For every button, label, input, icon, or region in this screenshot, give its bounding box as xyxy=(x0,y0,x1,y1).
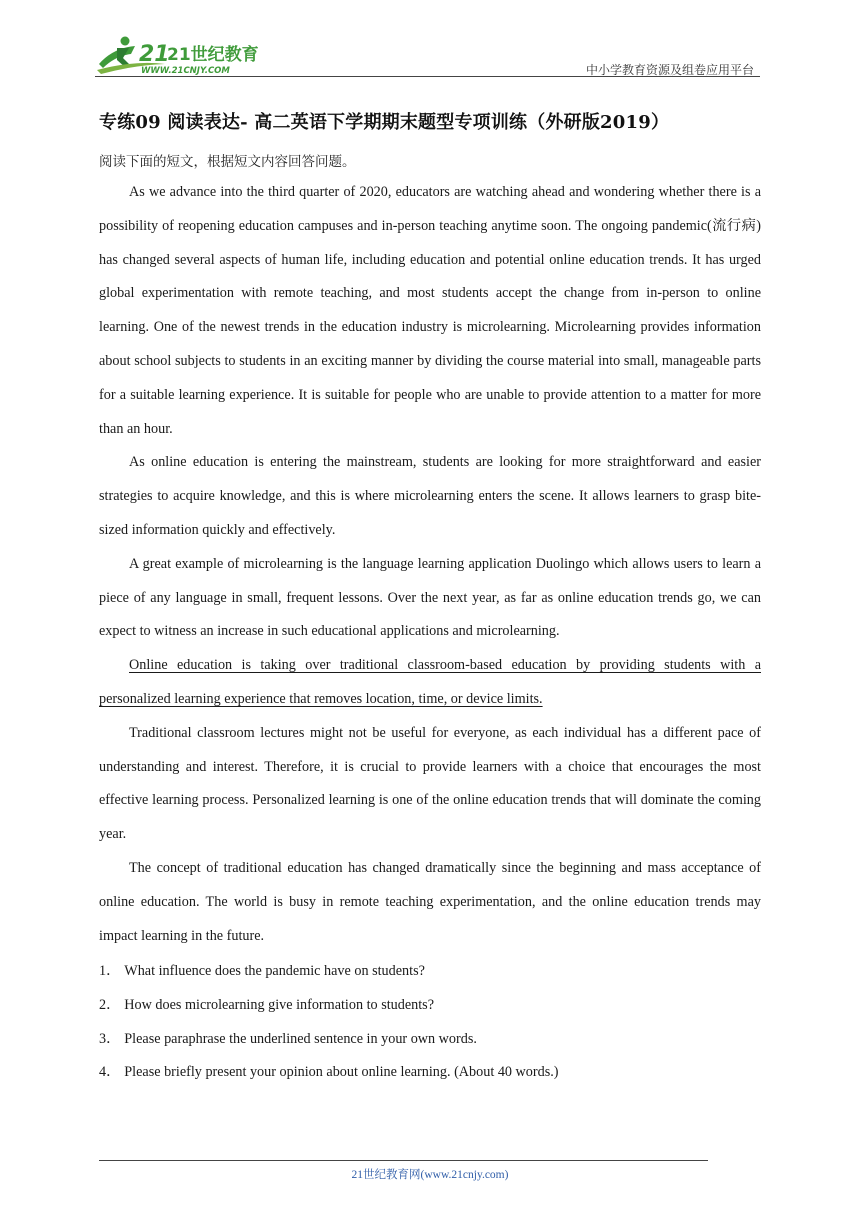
footer-link[interactable]: 21世纪教育网(www.21cnjy.com) xyxy=(351,1169,509,1181)
question-text: Please briefly present your opinion about online learning. (About 40 words.) xyxy=(124,1064,559,1081)
svg-text:WWW.21CNJY.COM: WWW.21CNJY.COM xyxy=(141,66,230,76)
logo-21cnjy xyxy=(95,34,265,76)
question-list xyxy=(99,955,761,1090)
question-number: 3． xyxy=(99,1030,121,1047)
platform-name: 中小学教育资源及组卷应用平台 xyxy=(585,63,754,77)
page-title: 专练09 阅读表达- 高二英语下学期期末题型专项训练（外研版2019） xyxy=(99,112,670,133)
paragraph-5: Traditional classroom lectures might not be useful for everyone, as each individual has a different pace of understanding and interest. Therefore, it is crucial to provide learners with a choice that encourages the most effective learning process. Personalized learning is one of the online education trends that will dominate the coming year. xyxy=(99,724,761,843)
paragraph-2: As online education is entering the mainstream, students are looking for more straightforward and easier strategies to acquire knowledge, and this is where microlearning enters the scene. It allows learners to grasp bite- sized information quickly and effectively. xyxy=(99,454,761,538)
question-2 xyxy=(99,989,761,1023)
footer-divider xyxy=(99,1160,708,1161)
question-number: 1． xyxy=(99,963,121,979)
svg-text:21世纪教育: 21世纪教育 xyxy=(167,45,259,65)
paragraph-3: A great example of microlearning is the language learning application Duolingo which allows users to learn a piece of any language in small, frequent lessons. Over the next year, as far as online education trends go, we can expect to witness an increase in such educational applications and microlearning. xyxy=(99,555,761,640)
paragraph-4-underlined: Online education is taking over traditional classroom-based education by providing students with a personalized learning experience that removes location, time, or device limits. xyxy=(99,657,761,707)
page-header xyxy=(95,30,760,78)
question-text: How does microlearning give information to students? xyxy=(124,996,434,1013)
question-number: 2． xyxy=(99,996,121,1013)
question-text: Please paraphrase the underlined sentence in your own words. xyxy=(124,1030,477,1047)
question-number: 4． xyxy=(99,1064,121,1081)
svg-text:21: 21 xyxy=(139,42,170,67)
question-3 xyxy=(99,1023,761,1057)
question-1 xyxy=(99,955,761,989)
passage xyxy=(99,176,761,953)
paragraph-1: As we advance into the third quarter of 2020, educators are watching ahead and wondering whether there is a possibility of reopening education campuses and in-person teaching anytime soon. The ongoing pandemic(流行病) has changed several aspects of human life, including education and potential online education trends. It has urged global experimentation with remote teaching, and most students accept the change from in-person to online learning. One of the newest trends in the education industry is microlearning. Microlearning provides information about school subjects to students in an exciting manner by dividing the course material into small, manageable parts for a suitable learning experience. It is suitable for people who are unable to provide attention to a matter for more than an hour. xyxy=(99,184,761,437)
instruction-text: 阅读下面的短文，根据短文内容回答问题。 xyxy=(99,154,356,170)
header-divider xyxy=(95,76,760,77)
question-text: What influence does the pandemic have on students? xyxy=(124,963,425,979)
question-4 xyxy=(99,1056,761,1090)
paragraph-6: The concept of traditional education has changed dramatically since the beginning and mass acceptance of online education. The world is busy in remote teaching experimentation, and the online education trends may impact learning in the future. xyxy=(99,859,761,944)
